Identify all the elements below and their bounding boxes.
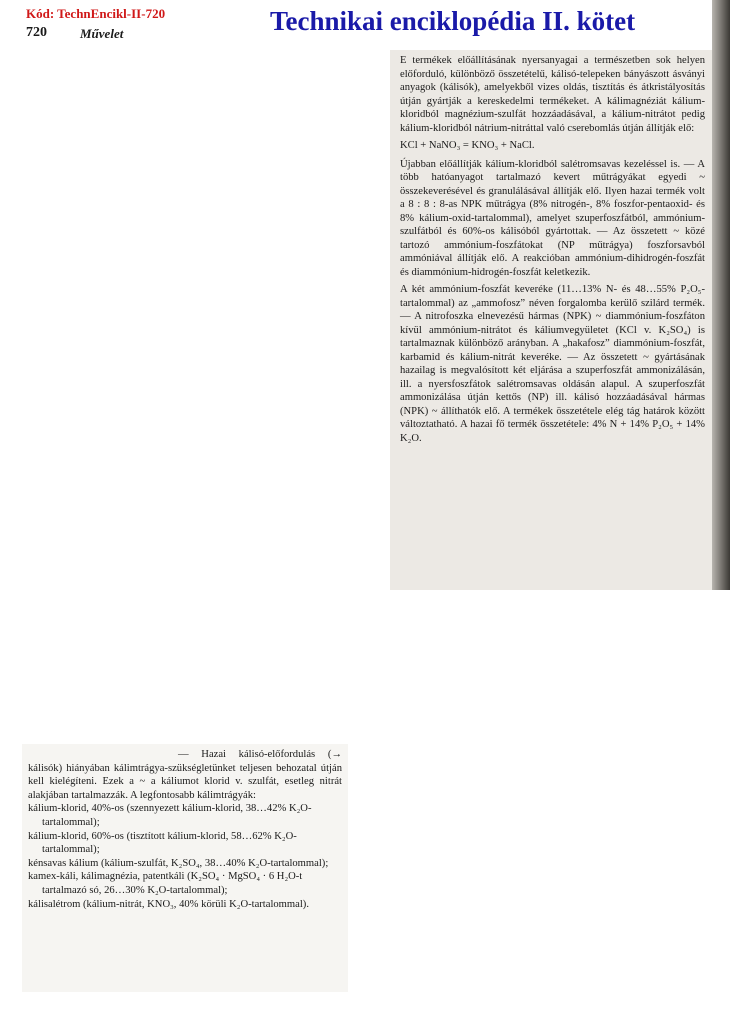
- intro-paragraph: — Hazai kálisó-előfordulás (→ kálisók) hiányában kálimtrágya-szükségletünket teljesen behozatal útján kell kielégíteni. Ezek a ~ a káliumot klorid v. szulfát, esetleg nitrát alakjában tartalmazzák. A legfontosabb kálimtrágyák:: [28, 749, 342, 801]
- book-title: Technikai enciklopédia II. kötet: [270, 6, 636, 36]
- list-item: kénsavas kálium (kálium-szulfát, K₂SO₄, 38…40% K₂O-tartalommal);: [28, 857, 329, 869]
- section-label: Művelet: [80, 26, 124, 41]
- fertilizer-list: [28, 802, 342, 911]
- right-column-text: [400, 54, 705, 449]
- paragraph: A két ammónium-foszfát keveréke (11…13% N- és 48…55% P₂O₅-tartalommal) az „ammofosz” néven forgalomba kerülő szilárd termék. — A nitrofoszka elnevezésű hármas (NPK) ~ diammónium-foszfáton kívül ammónium-nitrátot és káliumvegyületet (KCl v. K₂SO₄) is tartalmaznak különböző arányban. A „hakafosz” diammónium-foszfát, karbamid és kálium-nitrát keveréke. — Az összetett ~ gyártásának hazailag is megvalósított két eljárása a szuperfoszfát ammonizálásán, ill. a nyersfoszfátok salétromsavas oldásán alapul. A szuperfoszfát ammonizálása útján kettős (NP) ill. kálisó hozzáadásával hármas (NPK) ~ állíthatók elő. A termékek összetétele elég tág határok között változtatható. A hazai fő termék összetétele: 4% N + 14% P₂O₅ + 14% K₂O.: [400, 284, 705, 444]
- page-binding-edge: [712, 0, 730, 590]
- header-code-label: Kód: TechnEncikl-II-720: [26, 6, 166, 21]
- list-item: kamex-káli, kálimagnézia, patentkáli (K₂SO₄ · MgSO₄ · 6 H₂O-t tartalmazó só, 26…30% K₂O-tartalommal);: [28, 871, 303, 896]
- chemical-formula: KCl + NaNO₃ = KNO₃ + NaCl.: [400, 140, 535, 151]
- list-item: kálisalétrom (kálium-nitrát, KNO₃, 40% körüli K₂O-tartalommal).: [28, 898, 309, 910]
- list-item: kálium-klorid, 60%-os (tisztított kálium-klorid, 58…62% K₂O-tartalommal);: [28, 830, 297, 856]
- left-column-text: [28, 748, 342, 911]
- paragraph: Újabban előállítják kálium-kloridból salétromsavas kezeléssel is. — A több hatóanyagot tartalmazó kevert műtrágyákat egyedi ~ összekeverésével és granulálásával állítják elő. Ilyen hazai termék volt a 8 : 8 : 8-as NPK műtrágya (8% nitrogén-, 8% foszfor-pentaoxid- és 8% kálium-oxid-tartalommal), amelyet szuperfoszfátból, ammónium-szulfátból és 60%-os kálisóból gyártottak. — Az összetett ~ közé tartozó ammónium-foszfátokat (NP műtrágya) foszforsavból ammóniával állítják elő. A reakcióban ammónium-dihidrogén-foszfát és diammónium-hidrogén-foszfát keletkezik.: [400, 158, 705, 278]
- paragraph: E termékek előállításának nyersanyagai a természetben sok helyen előforduló, különböző összetételű, kálisó-telepeken bányászott ásványi anyagok (kálisók), amelyekből vizes oldás, tisztítás és átkristályosítás útján gyártják a kereskedelmi termékeket. A kálimagnéziát kálium-kloridból magnézium-szulfát hozzáadásával, a kálium-nitrátot pedig kálium-kloridból nátrium-nitráttal való cserebomlás útján állítják elő:: [400, 55, 705, 134]
- page-number: 720: [26, 25, 47, 40]
- list-item: kálium-klorid, 40%-os (szennyezett kálium-klorid, 38…42% K₂O-tartalommal);: [28, 803, 312, 828]
